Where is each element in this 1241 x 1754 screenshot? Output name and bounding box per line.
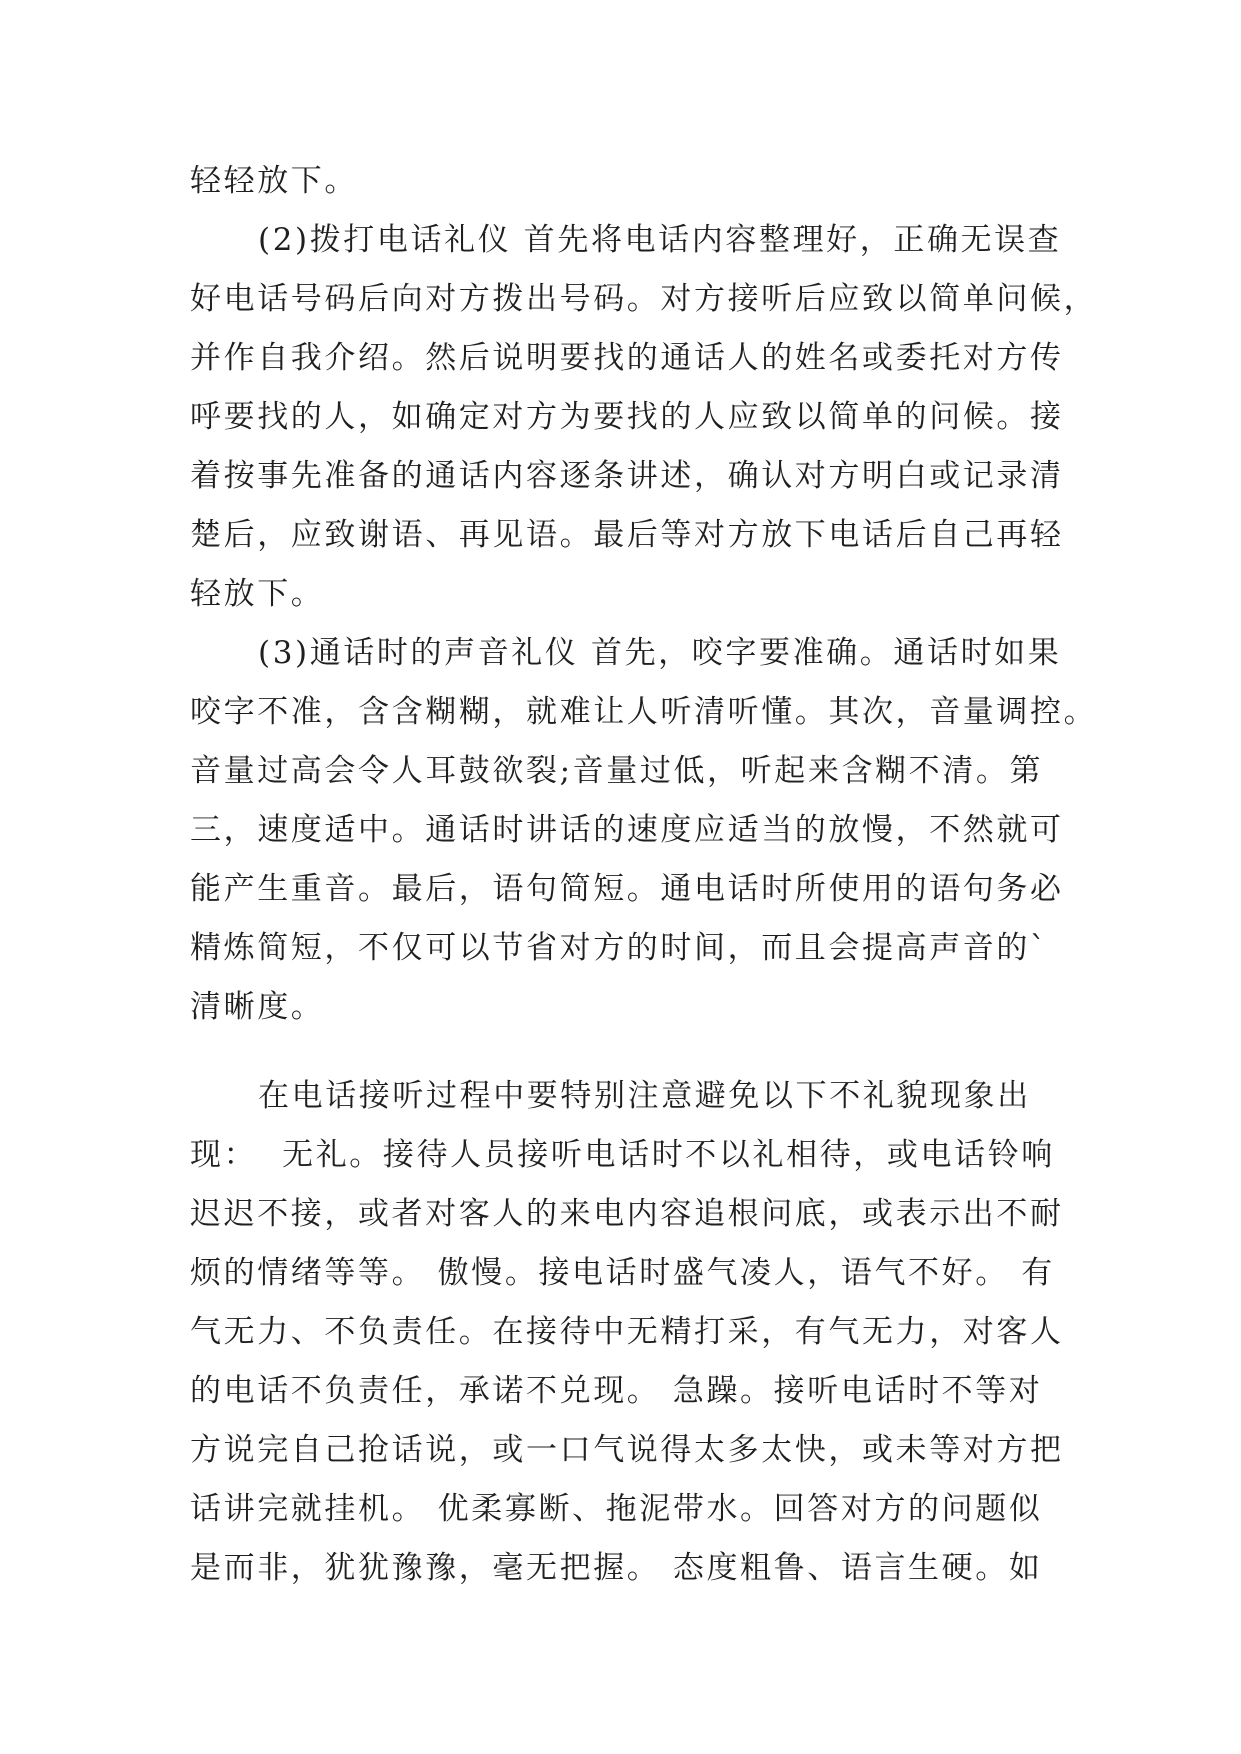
text-line: 轻放下。: [190, 576, 325, 612]
text-line: 咬字不准，含含糊糊，就难让人听清听懂。其次，音量调控。: [190, 694, 1098, 730]
paragraph-avoid-impoliteness: 在电话接听过程中要特别注意避免以下不礼貌现象出: [258, 1078, 1031, 1114]
text-line: 气无力、不负责任。在接待中无精打采，有气无力，对客人: [190, 1314, 1064, 1350]
text-line: 轻轻放下。: [190, 163, 358, 199]
text-line: 方说完自己抢话说，或一口气说得太多太快，或未等对方把: [190, 1432, 1064, 1468]
text-line: 着按事先准备的通话内容逐条讲述，确认对方明白或记录清: [190, 458, 1064, 494]
text-line: 清晰度。: [190, 989, 325, 1025]
text-line: 三，速度适中。通话时讲话的速度应适当的放慢，不然就可: [190, 812, 1064, 848]
text-line: 是而非，犹犹豫豫，毫无把握。 态度粗鲁、语言生硬。如: [190, 1550, 1043, 1586]
paragraph-dialing-etiquette: (2)拨打电话礼仪 首先将电话内容整理好，正确无误查: [258, 222, 1062, 258]
text-line: 楚后，应致谢语、再见语。最后等对方放下电话后自己再轻: [190, 517, 1064, 553]
text-line: 并作自我介绍。然后说明要找的通话人的姓名或委托对方传: [190, 340, 1064, 376]
text-line: 现： 无礼。接待人员接听电话时不以礼相待，或电话铃响: [190, 1137, 1055, 1173]
document-body: [190, 152, 1098, 1598]
text-line: 话讲完就挂机。 优柔寡断、拖泥带水。回答对方的问题似: [190, 1491, 1043, 1527]
text-line: 烦的情绪等等。 傲慢。接电话时盛气凌人，语气不好。 有: [190, 1255, 1055, 1291]
text-line: 能产生重音。最后，语句简短。通电话时所使用的语句务必: [190, 871, 1064, 907]
text-line: 音量过高会令人耳鼓欲裂;音量过低，听起来含糊不清。第: [190, 753, 1044, 789]
text-line: 的电话不负责任，承诺不兑现。 急躁。接听电话时不等对: [190, 1373, 1043, 1409]
text-line: 好电话号码后向对方拨出号码。对方接听后应致以简单问候，: [190, 281, 1098, 317]
paragraph-voice-etiquette: (3)通话时的声音礼仪 首先，咬字要准确。通话时如果: [258, 635, 1062, 671]
text-line: 呼要找的人，如确定对方为要找的人应致以简单的问候。接: [190, 399, 1064, 435]
text-line: 迟迟不接，或者对客人的来电内容追根问底，或表示出不耐: [190, 1196, 1064, 1232]
text-line: 精炼简短，不仅可以节省对方的时间，而且会提高声音的`: [190, 930, 1049, 966]
paragraph-spacer: [190, 1037, 1070, 1067]
